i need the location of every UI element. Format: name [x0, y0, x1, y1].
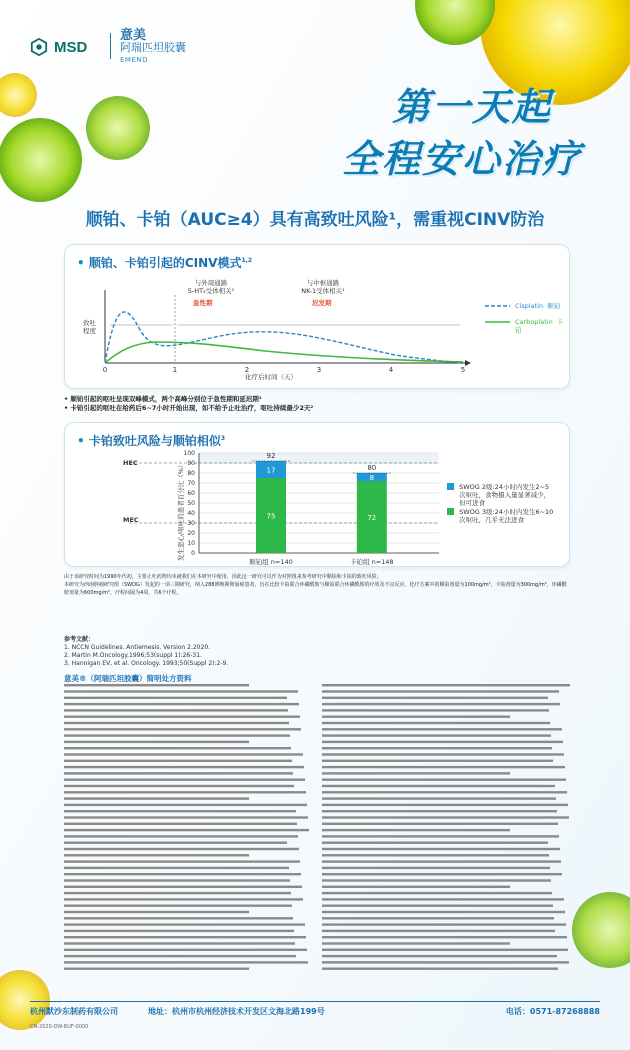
fineprint-line [322, 854, 549, 856]
fineprint-line [322, 791, 567, 793]
y-tick-10: 10 [187, 540, 195, 547]
prescribing-info-fineprint [64, 684, 570, 984]
fineprint-line [64, 911, 249, 913]
fineprint-line [64, 810, 296, 812]
y-tick-90: 90 [187, 460, 195, 467]
x-tick-0: 0 [102, 366, 108, 374]
fineprint-line [64, 917, 293, 919]
fineprint-line [64, 842, 287, 844]
fineprint-line [64, 722, 289, 724]
fineprint-line [64, 936, 306, 938]
y-axis-label: 致吐 程度 [83, 319, 96, 335]
fineprint-line [322, 886, 510, 888]
fineprint-line [322, 728, 562, 730]
fineprint-line [64, 923, 305, 925]
fineprint-line [64, 854, 249, 856]
legend-cisplatin: Cisplatin 顺铂 [515, 302, 561, 310]
fineprint-line [322, 804, 568, 806]
fineprint-line [64, 867, 289, 869]
total-label-0: 92 [266, 452, 276, 460]
fineprint-line [322, 930, 555, 932]
reference-2: 2. Martin M.Oncology.1996;53(suppl 1):26-31. [64, 652, 202, 659]
footer [30, 1001, 600, 1021]
company-name: MSD [54, 38, 88, 56]
fineprint-line [322, 955, 557, 957]
emetic-risk-panel [64, 422, 570, 567]
fineprint-line [64, 816, 308, 818]
legend-carboplatin: Carboplatin 卡铂 [515, 318, 564, 334]
fineprint-line [64, 690, 298, 692]
references [64, 636, 364, 668]
fineprint-line [322, 690, 559, 692]
x-tick-5: 5 [460, 366, 466, 374]
y-tick-50: 50 [187, 500, 195, 507]
fineprint-line [64, 823, 297, 825]
msd-logo [30, 38, 87, 56]
note-carboplatin: • 卡铂引起的呕吐在给药后6~7小时开始出现，如不给予止吐治疗，呕吐持续最少2天² [64, 404, 314, 412]
fineprint-line [64, 760, 292, 762]
references-title: 参考文献： [64, 636, 95, 643]
hec-band [199, 453, 439, 463]
fineprint-line [322, 697, 548, 699]
fineprint-line [64, 968, 249, 970]
fineprint-line [322, 848, 560, 850]
cinv-pattern-panel [64, 244, 570, 389]
fineprint-line [322, 879, 551, 881]
fineprint-line [322, 703, 560, 705]
reference-1: 1. NCCN Guidelines. Antiemesis. Version 2.2020. [64, 644, 211, 651]
fineprint-line [322, 949, 568, 951]
y-tick-60: 60 [187, 490, 195, 497]
fineprint-line [64, 734, 290, 736]
bar-legend-grade2: SWOG 2级:24小时内发生2~5次呕吐，食物摄入量显著减少，但可进食 [447, 483, 557, 507]
study-note-2: 本研究为西南肿瘤研究组（SWOG）发起的一项三期研究，纳入288例晚期卵巢癌患者，旨在比较卡铂联合环磷酰胺与顺铂联合环磷酰胺的疗效及不良反应。化疗方案中的顺铂剂量为100mg/m²，卡铂剂量为300mg/m²，环磷酰胺剂量为600mg/m²，疗程间隔为4周，共6个疗程。 [64, 582, 567, 596]
fineprint-line [64, 829, 309, 831]
reference-3: 3. Hannigan EV, et al. Oncology. 1993;50(Suppl 2):2-9. [64, 660, 229, 667]
fineprint-line [64, 942, 295, 944]
fineprint-line [64, 804, 307, 806]
fineprint-line [64, 848, 299, 850]
fineprint-line [322, 892, 552, 894]
fineprint-line [64, 879, 290, 881]
fineprint-line [322, 810, 557, 812]
bar-label-0-0: 75 [266, 512, 276, 521]
fineprint-line [322, 923, 566, 925]
fineprint-line [64, 697, 287, 699]
fineprint-line [322, 772, 510, 774]
bar-label-1-1: 8 [369, 474, 375, 482]
fineprint-line [64, 716, 300, 718]
label-5ht3: 与外周通路 5-HT₃受体相关¹ [187, 279, 235, 295]
y-tick-100: 100 [183, 450, 195, 457]
y-tick-80: 80 [187, 470, 195, 477]
fineprint-line [322, 905, 553, 907]
fineprint-line [64, 835, 298, 837]
fineprint-line [64, 766, 304, 768]
product-cn: 意美 [120, 28, 147, 43]
fineprint-line [64, 709, 288, 711]
fineprint-line [322, 873, 562, 875]
total-label-1: 80 [367, 464, 377, 472]
x-category-0: 顺铂组 n=140 [249, 558, 293, 566]
fineprint-line [64, 753, 303, 755]
fineprint-line [322, 779, 566, 781]
bar-y-label-wrap [173, 461, 185, 563]
fineprint-line [64, 930, 294, 932]
fineprint-line [322, 898, 564, 900]
x-tick-2: 2 [244, 366, 250, 374]
x-tick-1: 1 [172, 366, 178, 374]
cisplatin-curve [105, 312, 463, 363]
fineprint-line [64, 860, 300, 862]
panel2-title: • 卡铂致吐风险与顺铂相似$^3$ [77, 434, 226, 448]
fineprint-line [322, 722, 550, 724]
fineprint-line [64, 703, 299, 705]
fineprint-line [322, 942, 510, 944]
fineprint-line [64, 955, 296, 957]
y-tick-20: 20 [187, 530, 195, 537]
fineprint-line [322, 835, 559, 837]
cinv-curve-chart [65, 245, 571, 390]
study-note-1: 由于该研究时间为1990年代初，主要止吐药物均未被我们在本研究中使用，因此这一研究可以作为对照组来参考研究中顺铂和卡铂的致吐风险。 [64, 574, 382, 580]
x-tick-3: 3 [316, 366, 322, 374]
fineprint-line [322, 911, 565, 913]
fineprint-line [64, 791, 306, 793]
mec-label: MEC [123, 516, 139, 524]
x-tick-4: 4 [388, 366, 394, 374]
fineprint-line [64, 684, 249, 686]
x-category-1: 卡铂组 n=148 [350, 558, 394, 566]
fineprint-line [64, 779, 305, 781]
y-tick-30: 30 [187, 520, 195, 527]
fineprint-line [322, 961, 569, 963]
fineprint-line [64, 797, 249, 799]
y-tick-70: 70 [187, 480, 195, 487]
headline-line1: 第一天起 [391, 85, 552, 129]
fineprint-line [322, 860, 561, 862]
fineprint-line [64, 873, 301, 875]
fineprint-line [64, 892, 291, 894]
fineprint-line [322, 816, 569, 818]
fineprint-line [322, 968, 558, 970]
logo-divider [110, 33, 111, 59]
footer-company: 杭州默沙东制药有限公司 [30, 1007, 118, 1016]
footer-phone: 电话：0571-87268888 [505, 1007, 600, 1016]
subtitle: 顺铂、卡铂（AUC≥4）具有高致吐风险¹，需重视CINV防治 [85, 210, 545, 230]
fineprint-line [322, 747, 552, 749]
hec-label: HEC [123, 459, 138, 467]
emend-logo [120, 30, 186, 66]
fineprint-line [322, 753, 564, 755]
fineprint-line [322, 716, 510, 718]
footer-address: 地址：杭州市杭州经济技术开发区文海北路199号 [148, 1007, 325, 1016]
acute-phase-label: 急性期 [193, 299, 213, 307]
fineprint-line [322, 734, 551, 736]
fineprint-line [64, 886, 302, 888]
fineprint-line [322, 709, 549, 711]
fineprint-line [64, 772, 293, 774]
fineprint-line [322, 766, 565, 768]
delayed-phase-label: 迟发期 [312, 299, 332, 307]
fineprint-line [64, 949, 307, 951]
cinv-notes [64, 395, 570, 413]
fineprint-line [64, 961, 308, 963]
fineprint-line [322, 917, 554, 919]
msd-hex-icon [30, 38, 48, 56]
fineprint-line [322, 684, 570, 686]
panel1-title: • 顺铂、卡铂引起的CINV模式$^{1,2}$ [77, 256, 253, 270]
y-tick-0: 0 [191, 550, 195, 557]
fineprint-line [322, 785, 555, 787]
bar-legend-grade3: SWOG 3级:24小时内发生6~10次呕吐，几乎无法进食 [447, 508, 557, 524]
fineprint-line [322, 867, 550, 869]
product-en: EMEND [120, 56, 149, 64]
fineprint-line [64, 898, 303, 900]
note-cisplatin: • 顺铂引起的呕吐呈现双峰模式，两个高峰分别位于急性期和延迟期¹ [64, 395, 262, 403]
fineprint-line [64, 905, 292, 907]
fineprint-line [322, 741, 563, 743]
bar-y-label: 发生恶心/呕吐的患者百分比（%） [177, 461, 185, 561]
y-tick-40: 40 [187, 510, 195, 517]
bar-label-0-1: 17 [266, 466, 276, 475]
fineprint-line [64, 747, 291, 749]
label-nk1: 与中枢通路 NK-1受体相关¹ [301, 279, 345, 295]
product-name: 阿瑞匹坦胶囊 [120, 41, 186, 54]
grade3-swatch [447, 508, 454, 515]
carboplatin-curve [105, 342, 463, 363]
headline-line2: 全程安心治疗 [341, 137, 582, 181]
grade2-swatch [447, 483, 454, 490]
study-note [64, 573, 570, 597]
fineprint-line [322, 829, 510, 831]
fineprint-line [322, 936, 567, 938]
fineprint-line [64, 741, 249, 743]
fineprint-line [64, 728, 301, 730]
fineprint-line [322, 842, 548, 844]
fineprint-line [322, 760, 553, 762]
bar-label-1-0: 72 [367, 514, 377, 522]
fineprint-line [64, 785, 294, 787]
document-code: CN-2020-DW-BUF-0000 [30, 1024, 89, 1030]
fineprint-line [322, 797, 556, 799]
pi-title: 意美®（阿瑞匹坦胶囊）简明处方资料 [64, 674, 192, 683]
x-axis-label: 化疗后时间（天） [245, 373, 297, 381]
fineprint-line [322, 823, 558, 825]
